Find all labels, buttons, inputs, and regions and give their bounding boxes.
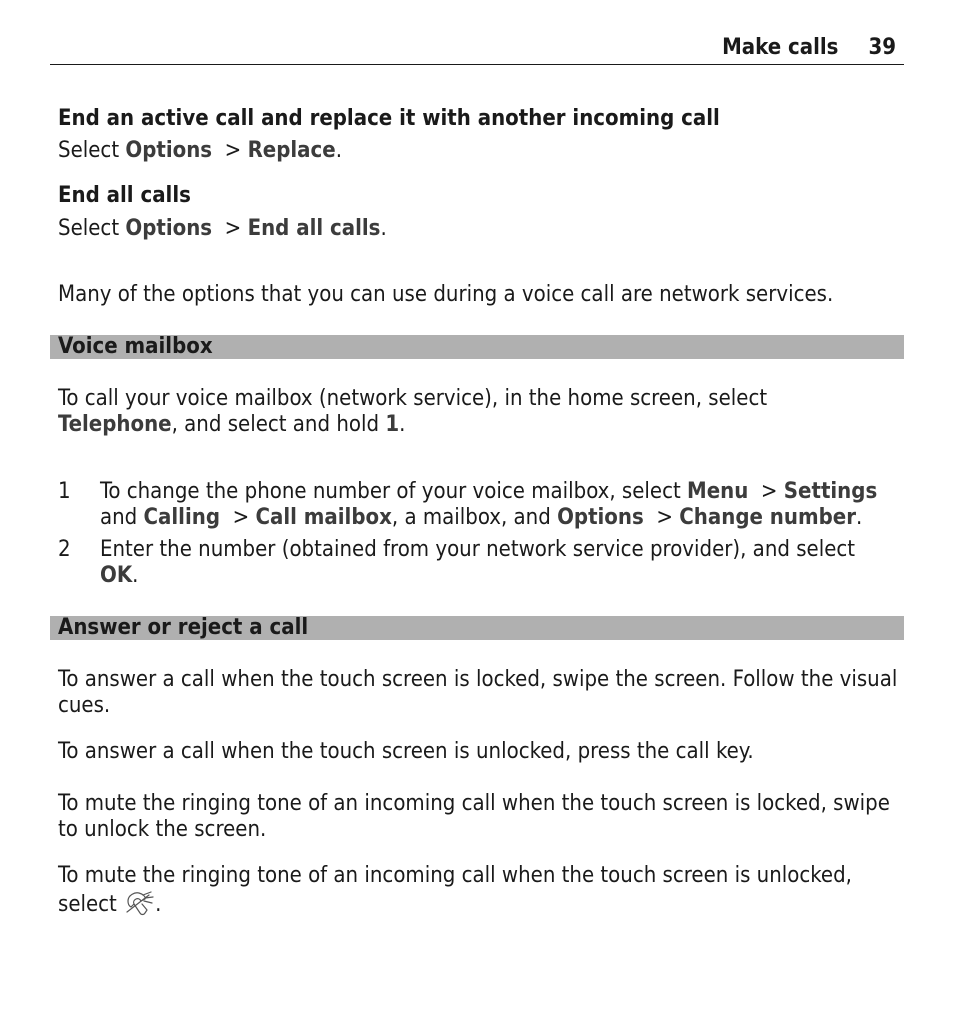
end-active-heading: End an active call and replace it with another incoming call bbox=[58, 106, 720, 131]
page-number: 39 bbox=[868, 34, 896, 60]
header-title: Make calls bbox=[722, 34, 839, 60]
voice-mailbox-line2: Telephone, and select and hold 1. bbox=[58, 412, 406, 437]
step-2-line2: OK. bbox=[100, 563, 139, 588]
answer-unlocked: To answer a call when the touch screen is unlocked, press the call key. bbox=[58, 739, 754, 764]
mute-locked-line1: To mute the ringing tone of an incoming call when the touch screen is locked, swipe bbox=[58, 791, 890, 816]
answer-locked-line1: To answer a call when the touch screen is locked, swipe the screen. Follow the visual bbox=[58, 667, 898, 692]
section-title: Answer or reject a call bbox=[58, 615, 309, 640]
answer-locked-line2: cues. bbox=[58, 693, 111, 718]
section-header-voice-mailbox bbox=[50, 335, 904, 359]
mute-unlocked-line1: To mute the ringing tone of an incoming call when the touch screen is unlocked, bbox=[58, 863, 852, 888]
end-all-heading: End all calls bbox=[58, 183, 191, 208]
mute-ringtone-icon bbox=[123, 889, 155, 917]
mute-locked-line2: to unlock the screen. bbox=[58, 817, 267, 842]
end-all-instruction: Select Options > End all calls. bbox=[58, 216, 387, 241]
voice-mailbox-line1: To call your voice mailbox (network service), in the home screen, select bbox=[58, 386, 768, 411]
section-header-answer-reject bbox=[50, 616, 904, 640]
section-title: Voice mailbox bbox=[58, 334, 213, 359]
step-1-line2: and Calling > Call mailbox, a mailbox, and Options > Change number. bbox=[100, 505, 863, 530]
step-number: 1 bbox=[58, 479, 71, 504]
step-1-line1: To change the phone number of your voice mailbox, select Menu > Settings bbox=[100, 479, 878, 504]
network-note: Many of the options that you can use during a voice call are network services. bbox=[58, 282, 834, 307]
step-number: 2 bbox=[58, 537, 71, 562]
mute-unlocked-line2: select . bbox=[58, 889, 161, 918]
step-2-line1: Enter the number (obtained from your network service provider), and select bbox=[100, 537, 856, 562]
page-header bbox=[50, 30, 904, 65]
end-active-instruction: Select Options > Replace. bbox=[58, 138, 342, 163]
